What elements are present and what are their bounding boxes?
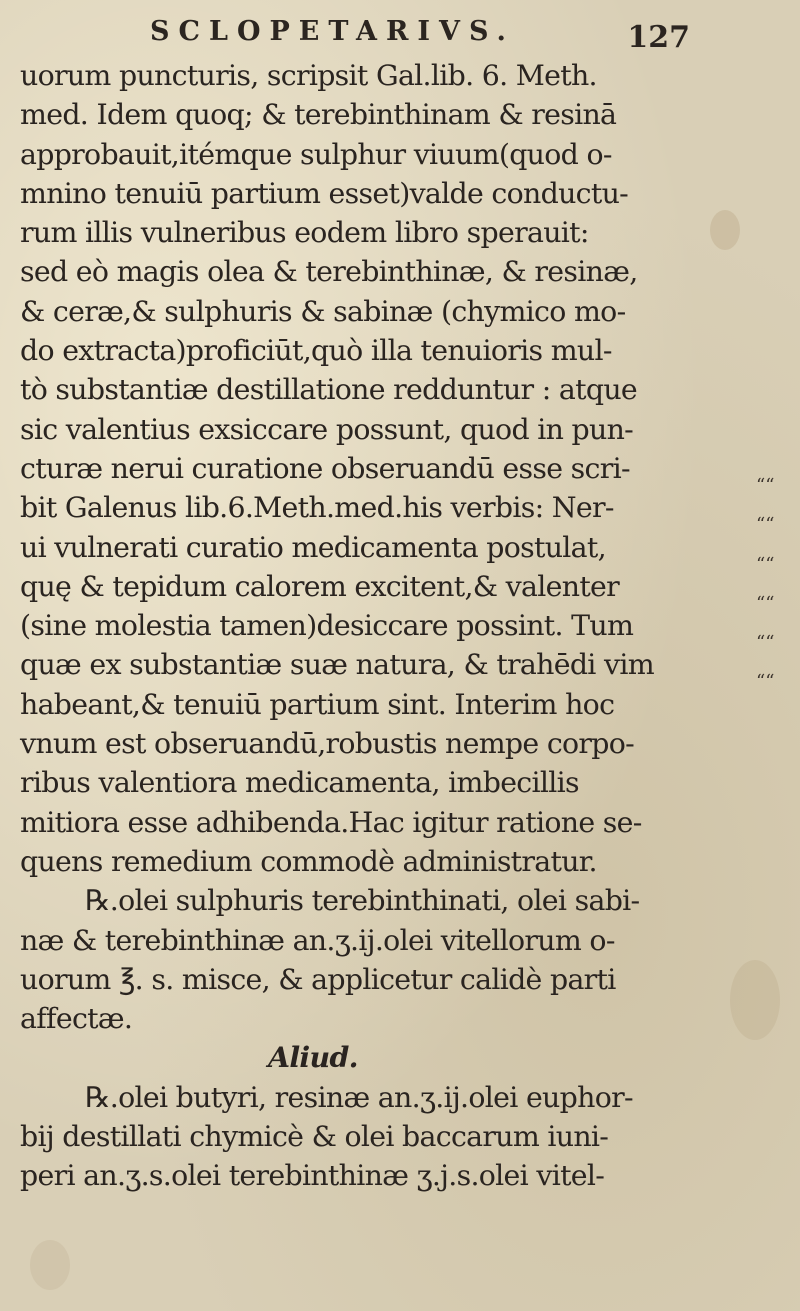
body-text <box>20 56 735 1196</box>
text-line: (sine molestia tamen)desiccare possint. Tum <box>20 609 634 643</box>
text-line: habeant,& tenuiū partium sint. Interim hoc <box>20 687 615 721</box>
running-head: SCLOPETARIVS. <box>150 16 515 47</box>
text-line: approbauit,itémque sulphur viuum(quod o- <box>20 137 612 171</box>
text-line: næ & terebinthinæ an.ʒ.ij.olei vitellorum o- <box>20 923 615 957</box>
text-line: peri an.ʒ.s.olei terebinthinæ ʒ.j.s.olei vitel- <box>20 1159 605 1193</box>
recipe-line: ℞.olei sulphuris terebinthinati, olei sabi- <box>85 884 640 918</box>
text-line: vnum est obseruandū,robustis nempe corpo- <box>20 727 635 761</box>
text-line: rum illis vulneribus eodem libro sperauit: <box>20 216 589 250</box>
section-heading: Aliud. <box>268 1040 358 1075</box>
page-number: 127 <box>627 20 690 55</box>
text-line: uorum puncturis, scripsit Gal.lib. 6. Meth. <box>20 59 597 92</box>
text-line: sed eò magis olea & terebinthinæ, & resinæ, <box>20 255 638 289</box>
text-line: cturæ nerui curatione obseruandū esse scri- <box>20 451 630 485</box>
page-header <box>150 6 710 54</box>
text-line: quę & tepidum calorem excitent,& valenter <box>20 569 619 603</box>
quote-mark: ““ <box>756 475 775 496</box>
quote-mark: ““ <box>756 632 775 654</box>
recipe-line: ℞.olei butyri, resinæ an.ʒ.ij.olei euphor- <box>85 1080 633 1114</box>
text-line: uorum ℥. s. misce, & applicetur calidè parti <box>20 962 616 996</box>
text-line: do extracta)proficiūt,quò illa tenuioris mul- <box>20 334 612 368</box>
paper-stain <box>730 960 780 1040</box>
text-line: quens remedium commodè administratur. <box>20 844 597 878</box>
text-line: bit Galenus lib.6.Meth.med.his verbis: Ner- <box>20 491 614 525</box>
text-line: sic valentius exsiccare possunt, quod in pun- <box>20 412 634 446</box>
text-line: mitiora esse adhibenda.Hac igitur ratione se- <box>20 805 642 839</box>
text-line: quæ ex substantiæ suæ natura, & trahēdi vim <box>20 648 654 682</box>
text-line: mnino tenuiū partium esset)valde conductu- <box>20 176 629 210</box>
margin-quote-marks <box>756 466 796 702</box>
text-line: tò substantiæ destillatione redduntur : atque <box>20 373 638 407</box>
text-line: ribus valentiora medicamenta, imbecillis <box>20 766 579 800</box>
text-line: ui vulnerati curatio medicamenta postulat, <box>20 530 606 564</box>
text-line: bij destillati chymicè & olei baccarum iuni- <box>20 1120 609 1154</box>
text-line: med. Idem quoq; & terebinthinam & resinā <box>20 98 617 132</box>
paper-stain <box>30 1240 70 1290</box>
quote-mark: ““ <box>756 592 775 614</box>
text-line: & ceræ,& sulphuris & sabinæ (chymico mo- <box>20 294 626 328</box>
quote-mark: ““ <box>756 514 775 536</box>
quote-mark: ““ <box>756 553 775 575</box>
text-line: affectæ. <box>20 1002 133 1036</box>
quote-mark: ““ <box>756 671 775 693</box>
